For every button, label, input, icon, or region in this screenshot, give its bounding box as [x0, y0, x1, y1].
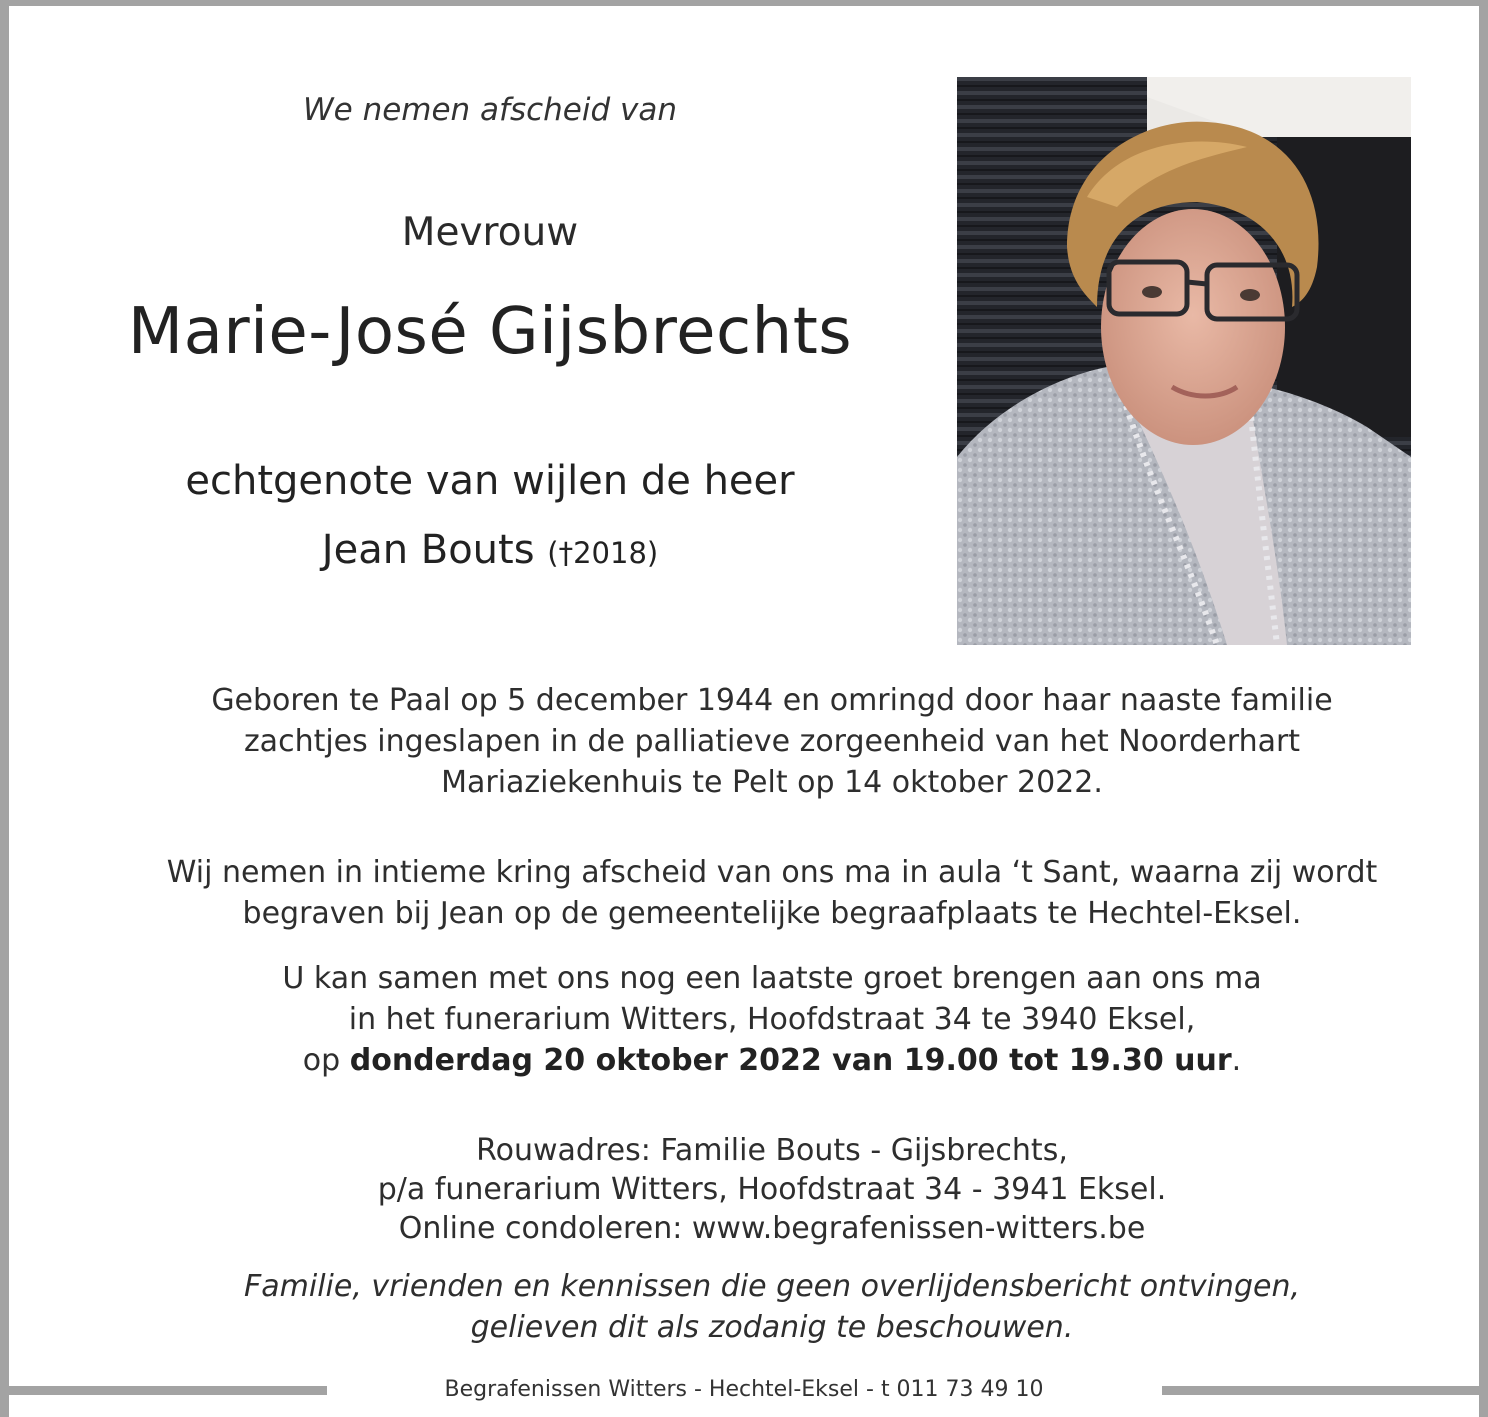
footer-text: Begrafenissen Witters - Hechtel-Eksel - t 011 73 49 10 — [444, 1377, 1044, 1402]
visitation-time-line — [60, 1040, 1484, 1081]
spouse-death-year: (†2018) — [547, 536, 659, 570]
paragraph-line: Geboren te Paal op 5 december 1944 en omringd door haar naaste familie — [211, 683, 1333, 718]
closing-note — [60, 1266, 1484, 1348]
spouse-line: echtgenote van wijlen de heer — [185, 458, 795, 504]
mourning-address: Rouwadres: Familie Bouts - Gijsbrechts, — [476, 1133, 1068, 1168]
farewell-paragraph — [60, 852, 1484, 934]
spouse-name: Jean Bouts — [321, 527, 535, 573]
paragraph-line: begraven bij Jean op de gemeentelijke begraafplaats te Hechtel-Eksel. — [242, 896, 1302, 931]
spouse-name-line — [100, 527, 880, 573]
honorific: Mevrouw — [401, 210, 579, 255]
paragraph-line: in het funerarium Witters, Hoofdstraat 34 te 3940 Eksel, — [348, 1002, 1196, 1037]
paragraph-line: gelieven dit als zodanig te beschouwen. — [470, 1310, 1074, 1345]
visitation-prefix: op — [302, 1043, 341, 1078]
deceased-name: Marie-José Gijsbrechts — [127, 295, 853, 369]
footer-rule-right — [1162, 1386, 1480, 1395]
funeral-home-address: p/a funerarium Witters, Hoofdstraat 34 - 3941 Eksel. — [377, 1172, 1167, 1207]
intro-text: We nemen afscheid van — [302, 92, 678, 128]
visitation-suffix: . — [1231, 1043, 1242, 1078]
visitation-paragraph — [60, 958, 1484, 1081]
birth-death-paragraph — [60, 680, 1484, 803]
visitation-datetime: donderdag 20 oktober 2022 van 19.00 tot 19.30 uur — [349, 1043, 1232, 1078]
portrait-image — [957, 77, 1411, 645]
paragraph-line: Mariaziekenhuis te Pelt op 14 oktober 2022. — [441, 765, 1103, 800]
paragraph-line: Wij nemen in intieme kring afscheid van ons ma in aula ‘t Sant, waarna zij wordt — [166, 855, 1378, 890]
paragraph-line: Familie, vrienden en kennissen die geen overlijdensbericht ontvingen, — [244, 1269, 1300, 1304]
address-block — [60, 1131, 1484, 1248]
footer-rule-left — [6, 1386, 327, 1395]
paragraph-line: zachtjes ingeslapen in de palliatieve zorgeenheid van het Noorderhart — [243, 724, 1301, 759]
paragraph-line: U kan samen met ons nog een laatste groet brengen aan ons ma — [282, 961, 1262, 996]
portrait-photo — [957, 77, 1411, 645]
online-condolence: Online condoleren: www.begrafenissen-witters.be — [398, 1211, 1146, 1246]
